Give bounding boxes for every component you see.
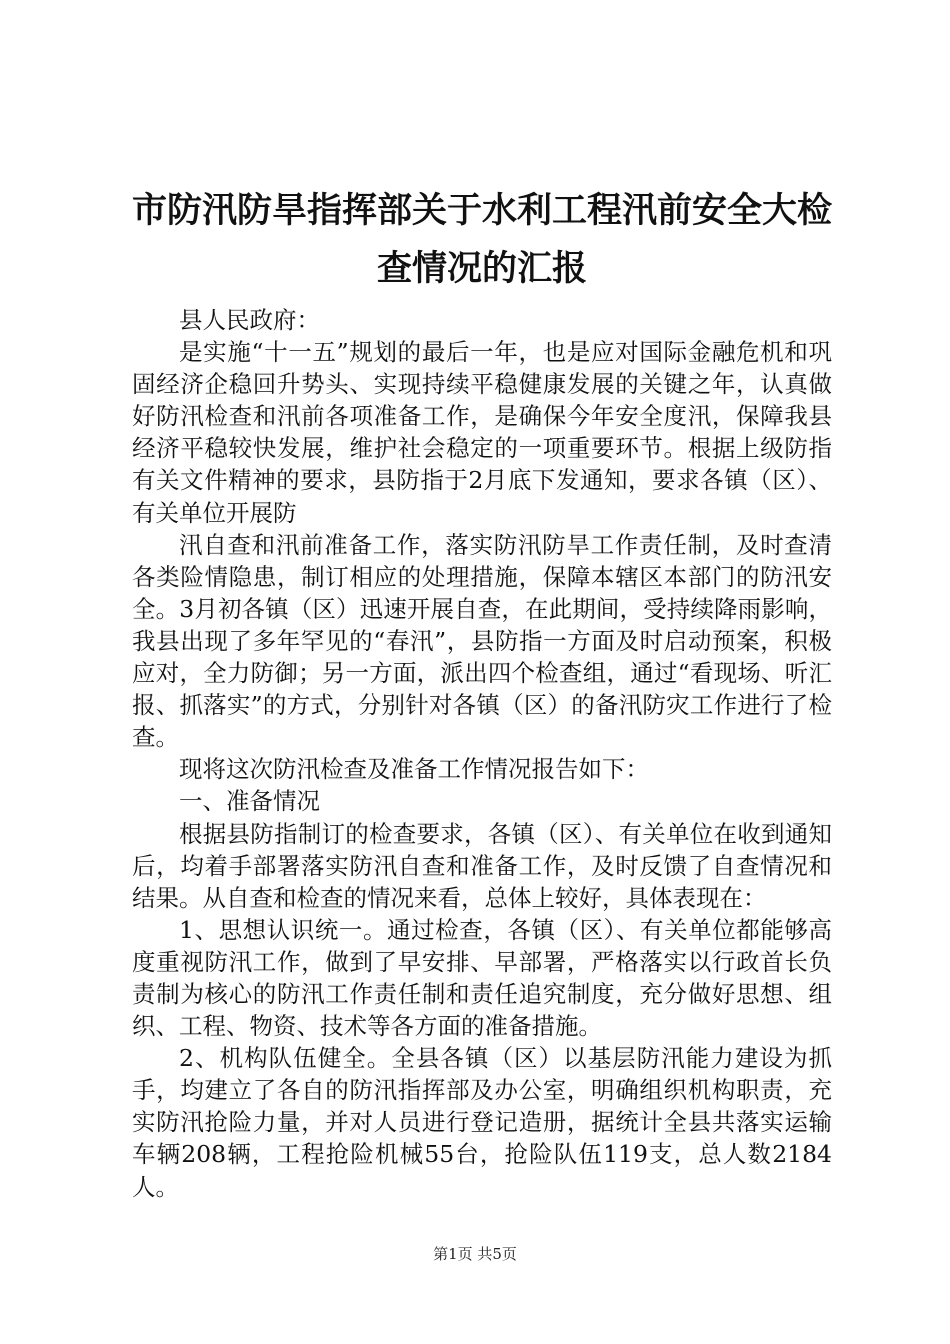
salutation: 县人民政府： [179, 306, 320, 334]
document-body [132, 304, 832, 1203]
document-title [132, 182, 832, 298]
page-footer: 第1页 共5页 [433, 1245, 517, 1263]
document-page [132, 182, 832, 1203]
paragraph-item-1: 1、思想认识统一。通过检查，各镇（区）、有关单位都能够高度重视防汛工作，做到了早安排、早部署，严格落实以行政首长负责制为核心的防汛工作责任制和责任追究制度，充分做好思想、组织、工程、物资、技术等各方面的准备措施。 [132, 915, 832, 1041]
paragraph-item-2: 2、机构队伍健全。全县各镇（区）以基层防汛能力建设为抓手，均建立了各自的防汛指挥部及办公室，明确组织机构职责，充实防汛抢险力量，并对人员进行登记造册，据统计全县共落实运输车辆208辆，工程抢险机械55台，抢险队伍119支，总人数2184人。 [132, 1044, 832, 1201]
title-line-2: 查情况的汇报 [376, 249, 587, 289]
paragraph-preparation: 根据县防指制订的检查要求，各镇（区）、有关单位在收到通知后，均着手部署落实防汛自查和准备工作，及时反馈了自查情况和结果。从自查和检查的情况来看，总体上较好，具体表现在： [132, 819, 832, 912]
paragraph-report-lead: 现将这次防汛检查及准备工作情况报告如下： [179, 755, 649, 784]
title-line-1: 市防汛防旱指挥部关于水利工程汛前安全大检 [132, 191, 833, 231]
paragraph-inspection: 汛自查和汛前准备工作，落实防汛防旱工作责任制，及时查清各类险情隐患，制订相应的处理措施，保障本辖区本部门的防汛安全。3月初各镇（区）迅速开展自查，在此期间，受持续降雨影响，我县出现了多年罕见的“春汛”，县防指一方面及时启动预案，积极应对，全力防御；另一方面，派出四个检查组，通过“看现场、听汇报、抓落实”的方式，分别针对各镇（区）的备汛防灾工作进行了检查。 [132, 530, 832, 752]
section-heading-preparation: 一、准备情况 [179, 787, 320, 816]
paragraph-intro: 是实施“十一五”规划的最后一年，也是应对国际金融危机和巩固经济企稳回升势头、实现持续平稳健康发展的关键之年，认真做好防汛检查和汛前各项准备工作，是确保今年安全度汛，保障我县经济平稳较快发展，维护社会稳定的一项重要环节。根据上级防指有关文件精神的要求，县防指于2月底下发通知，要求各镇（区）、有关单位开展防 [132, 338, 832, 527]
